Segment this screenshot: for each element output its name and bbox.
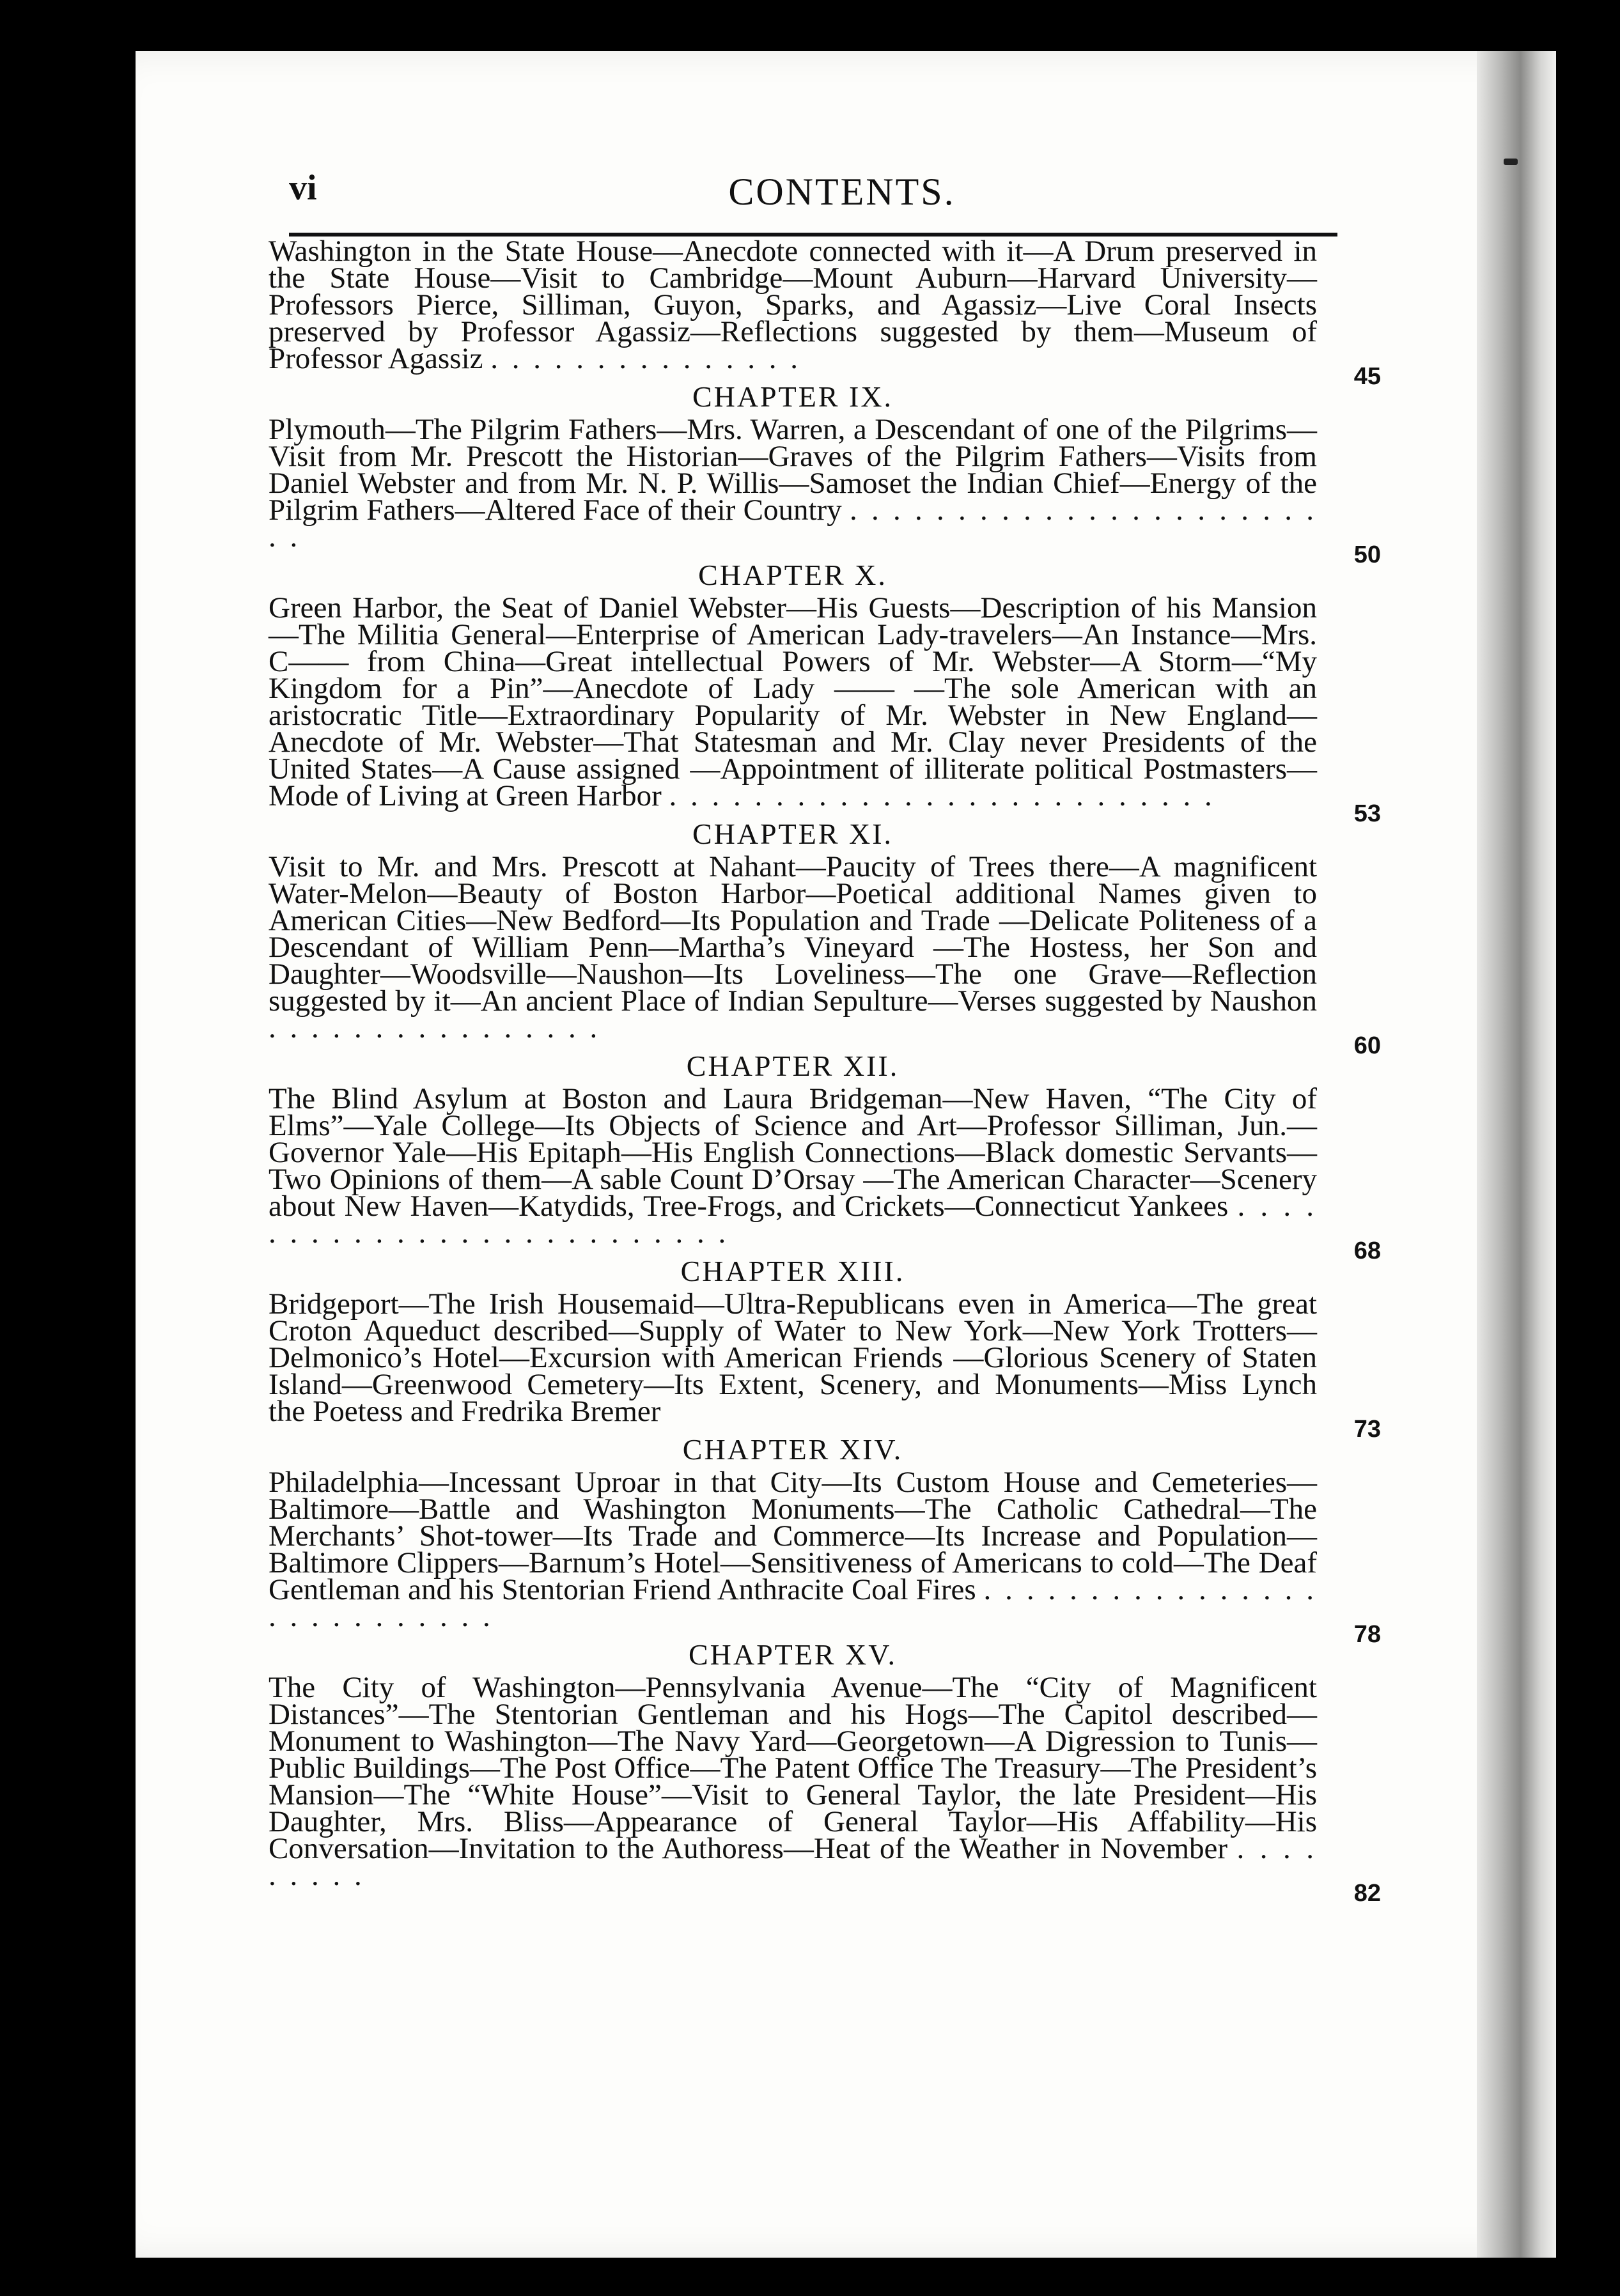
chapter-heading: CHAPTER IX. (692, 380, 894, 413)
chapter-summary (269, 591, 1381, 827)
chapter-heading: CHAPTER XII. (686, 1050, 900, 1082)
running-title: CONTENTS. (728, 171, 956, 213)
chapter-summary (269, 850, 1381, 1059)
summary-text: Washington in the State House—Anecdote connected with it—A Drum preserved in the State House—Visit to Cambridge—Mount Auburn—Harvard University—Professors Pierce, Silliman, Guyon, Sparks, and Agassiz—Live Coral Insects preserved by Professor Agassiz—Reflections suggested by them—Museum of Professor Agassiz (269, 235, 1317, 375)
chapter-summary (269, 1287, 1381, 1443)
dot-leader: . . . . . . . . . . . . . . . . . . . . . . . . . . (269, 1190, 1318, 1250)
page-number: vi (289, 168, 317, 208)
summary-text: Philadelphia—Incessant Uproar in that City—Its Custom House and Cemeteries—Baltimore—Battle and Washington Monuments—The Catholic Cathedral—The Merchants’ Shot-tower—Its Trade and Commerce—Its Increase and Population—Baltimore Clippers—Barnum’s Hotel—Sensitiveness of Americans to cold—The Deaf Gentleman and his Stentorian Friend Anthracite Coal Fires (269, 1466, 1317, 1606)
summary-text: The Blind Asylum at Boston and Laura Bridgeman—New Haven, “The City of Elms”—Yale College—Its Objects of Science and Art—Professor Silliman, Jun.—Governor Yale—His Epitaph—His English Connections—Black domestic Servants—Two Opinions of them—A sable Count D’Orsay —The American Character—Scenery about New Haven—Katydids, Tree-Frogs, and Crickets—Connecticut Yankees (269, 1082, 1317, 1223)
chapter-heading: CHAPTER XV. (688, 1638, 898, 1671)
dot-leader: . . . . . . . . . . . . . . . . . . . . . . . . . . . (269, 1573, 1318, 1633)
chapter-summary (269, 1671, 1381, 1907)
spine-mark (1504, 159, 1518, 165)
entry-page-number: 50 (1353, 541, 1381, 568)
entry-page-number: 82 (1353, 1880, 1381, 1907)
summary-text: The City of Washington—Pennsylvania Avenue—The “City of Magnificent Distances”—The Stentorian Gentleman and his Hogs—The Capitol described—Monument to Washington—The Navy Yard—Georgetown—A Digression to Tunis—Public Buildings—The Post Office—The Patent Office The Treasury—The President’s Mansion—The “White House”—Visit to General Taylor, the late President—His Daughter, Mrs. Bliss—Appearance of General Taylor—His Affability—His Conversation—Invitation to the Authoress—Heat of the Weather in November (269, 1671, 1317, 1865)
chapter-heading: CHAPTER XIII. (680, 1255, 905, 1287)
dot-leader: . . . . . . . . . . . . . . . (490, 342, 801, 375)
summary-text: Plymouth—The Pilgrim Fathers—Mrs. Warren, a Descendant of one of the Pilgrims—Visit from Mr. Prescott the Historian—Graves of the Pilgrim Fathers—Visits from Daniel Webster and from Mr. N. P. Willis—Samoset the Indian Chief—Energy of the Pilgrim Fathers—Altered Face of their Country (269, 413, 1317, 527)
entry-page-number: 45 (1353, 363, 1381, 390)
contents-entry (269, 817, 1381, 1059)
summary-text: Green Harbor, the Seat of Daniel Webster—His Guests—Description of his Mansion—The Militia General—Enterprise of American Lady-travelers—An Instance—Mrs. C—— from China—Great intellectual Powers of Mr. Webster—A Storm—“My Kingdom for a Pin”—Anecdote of Lady —— —The sole American with an aristocratic Title—Extraordinary Popularity of Mr. Webster in New England—Anecdote of Mr. Webster—That Statesman and Mr. Clay never Presidents of the United States—A Cause assigned —Appointment of illiterate political Postmasters—Mode of Living at Green Harbor (269, 591, 1317, 812)
chapter-heading: CHAPTER XI. (692, 818, 894, 850)
chapter-heading: CHAPTER XIV. (682, 1433, 903, 1466)
contents-entry (269, 380, 1381, 568)
contents-entry (269, 1049, 1381, 1264)
contents-list (269, 235, 1381, 1907)
dot-leader: . . . . . . . . . . . . . . . . (269, 1011, 601, 1044)
summary-text: Visit to Mr. and Mrs. Prescott at Nahant—Paucity of Trees there—A magnificent Water-Melon—Beauty of Boston Harbor—Poetical additional Names given to American Cities—New Bedford—Its Population and Trade —Delicate Politeness of a Descendant of William Penn—Martha’s Vineyard —The Hostess, her Son and Daughter—Woodsville—Naushon—Its Loveliness—The one Grave—Reflection suggested by it—An ancient Place of Indian Sepulture—Verses suggested by Naushon (269, 850, 1317, 1018)
book-spine (1477, 51, 1556, 2258)
chapter-heading: CHAPTER X. (698, 559, 887, 591)
entry-page-number: 68 (1353, 1237, 1381, 1264)
contents-entry (269, 1638, 1381, 1907)
dot-leader: . . . . . . . . . . . . . . . . . . . . . . . . . . (669, 779, 1215, 812)
dot-leader: . . . . . . . . . . . . . . . . . . . . . . . . (269, 493, 1318, 554)
dot-leader: . . . . . . . . . (269, 1832, 1318, 1892)
contents-entry-continuation (269, 235, 1381, 390)
contents-entry (269, 558, 1381, 827)
chapter-summary (269, 1466, 1381, 1648)
summary-text: Bridgeport—The Irish Housemaid—Ultra-Republicans even in America—The great Croton Aqueduct described—Supply of Water to New York—New York Trotters—Delmonico’s Hotel—Excursion with American Friends —Glorious Scenery of Staten Island—Greenwood Cemetery—Its Extent, Scenery, and Monuments—Miss Lynch the Poetess and Fredrika Bremer (269, 1287, 1317, 1428)
chapter-summary (269, 413, 1381, 568)
entry-page-number: 60 (1353, 1032, 1381, 1059)
chapter-summary (269, 1082, 1381, 1264)
entry-page-number: 73 (1353, 1416, 1381, 1443)
entry-page-number: 78 (1353, 1621, 1381, 1648)
entry-page-number: 53 (1353, 800, 1381, 827)
chapter-summary (269, 235, 1381, 390)
contents-entry (269, 1432, 1381, 1648)
contents-entry (269, 1254, 1381, 1443)
